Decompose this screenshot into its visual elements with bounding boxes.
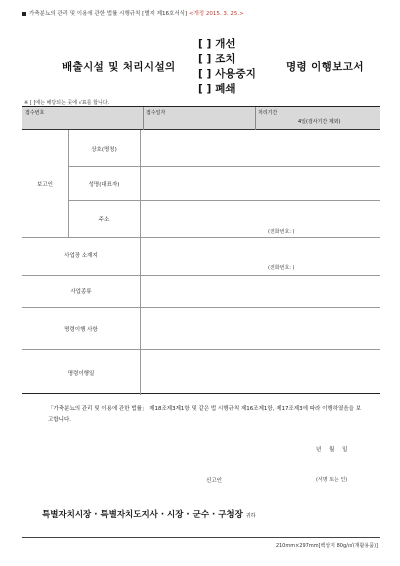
address-phone-label: (전화번호: ) <box>268 229 295 235</box>
instruction-note: ※ [ ]에는 해당되는 곳에 √표를 합니다. <box>24 100 110 106</box>
divider <box>143 107 144 130</box>
trade-name-label: 상호(명칭) <box>91 147 117 153</box>
option-closure[interactable] <box>198 81 308 96</box>
divider <box>68 200 380 201</box>
option-label: 폐쇄 <box>215 83 236 95</box>
divider <box>140 130 141 395</box>
processing-period-value: 4일(검사기간 제외) <box>298 119 341 125</box>
legal-reference-header <box>22 9 382 17</box>
business-type-label: 사업종류 <box>70 289 92 295</box>
report-form-table <box>22 106 380 394</box>
divider <box>22 307 380 308</box>
divider <box>22 275 380 276</box>
receipt-number-label: 접수번호 <box>25 110 45 116</box>
location-phone-label: (전화번호: ) <box>268 265 295 271</box>
divider <box>22 237 380 238</box>
recipient-suffix: 귀하 <box>245 513 256 519</box>
recipient-text: 특별자치시장 · 특별자치도지사 · 시장 · 군수 · 구청장 <box>42 510 243 520</box>
option-label: 조치 <box>215 53 236 65</box>
title-right-text: 명령 이행보고서 <box>286 61 364 73</box>
divider <box>255 107 256 130</box>
form-title <box>22 34 382 96</box>
order-details-label: 명령이행 사항 <box>64 327 98 333</box>
address-label: 주소 <box>98 217 110 223</box>
receipt-row <box>22 107 380 130</box>
paper-spec-footer: 210mm×297mm[백상지 80g/㎡(재활용품)] <box>275 543 378 549</box>
recipient-line <box>42 508 255 520</box>
amendment-date: <개정 2015. 3. 25.> <box>188 11 244 17</box>
footer-divider <box>22 537 380 538</box>
option-improvement[interactable] <box>198 36 308 51</box>
signature-note: (서명 또는 인) <box>316 477 348 483</box>
compliance-date-label: 명령이행일 <box>67 371 95 377</box>
checkbox-bracket[interactable]: [ ] <box>198 82 212 95</box>
option-label: 사용중지 <box>215 68 256 80</box>
reporter-label: 보고인 <box>37 182 53 188</box>
checkbox-bracket[interactable]: [ ] <box>198 67 212 80</box>
divider <box>68 166 380 167</box>
processing-period-label: 처리기간 <box>258 110 278 116</box>
divider <box>22 349 380 350</box>
business-location-label: 사업장 소재지 <box>64 253 98 259</box>
option-label: 개선 <box>215 38 236 50</box>
representative-label: 성명(대표자) <box>88 182 120 188</box>
report-date-line: 년 월 일 <box>316 447 348 453</box>
receipt-date-label: 접수일자 <box>146 110 166 116</box>
title-left-text: 배출시설 및 처리시설의 <box>62 61 176 73</box>
checkbox-bracket[interactable]: [ ] <box>198 37 212 50</box>
reporter-sign-label: 신고인 <box>206 478 222 484</box>
legal-ref-text: 가축분뇨의 관리 및 이용에 관한 법률 시행규칙 [별지 제16호서식] <box>29 11 188 17</box>
checkbox-bracket[interactable]: [ ] <box>198 52 212 65</box>
square-bullet-icon <box>22 12 26 16</box>
report-statement: 「가축분뇨의 관리 및 이용에 관한 법률」 제18조제3제1항 및 같은 법 시행규칙 제16조제1항, 제17조제3에 따라 이행하였음을 보고합니다. <box>48 406 362 423</box>
